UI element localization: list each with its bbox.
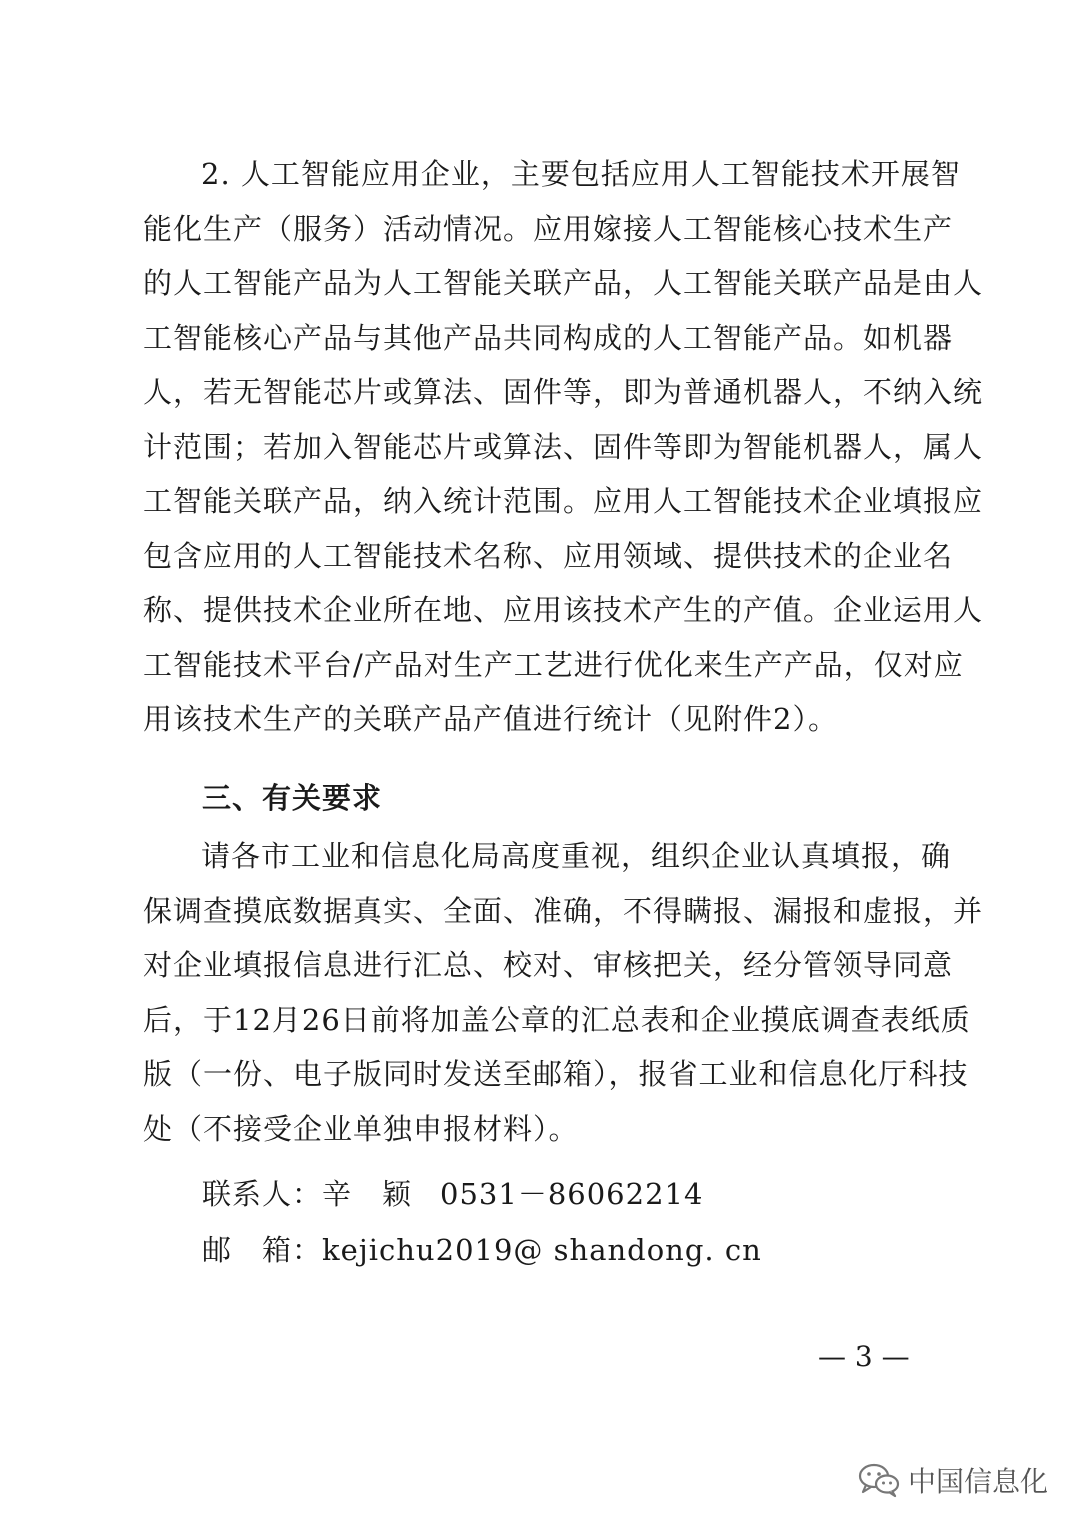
contact-person-name: 辛 颖 xyxy=(322,1177,413,1211)
paragraph-line: 工智能核心产品与其他产品共同构成的人工智能产品。如机器 xyxy=(143,320,954,355)
paragraph-line: 工智能关联产品，纳入统计范围。应用人工智能技术企业填报应 xyxy=(143,484,984,518)
paragraph-line: 用该技术生产的关联产品产值进行统计（见附件2）。 xyxy=(143,702,838,736)
contact-person xyxy=(202,1172,703,1213)
paragraph-line: 人，若无智能芯片或算法、固件等，即为普通机器人，不纳入统 xyxy=(143,375,984,409)
wechat-icon xyxy=(858,1462,900,1498)
paragraph-line: 版（一份、电子版同时发送至邮箱），报省工业和信息化厅科技 xyxy=(143,1057,969,1091)
paragraph-line: 后，于12月26日前将加盖公章的汇总表和企业摸底调查表纸质 xyxy=(143,1002,971,1037)
paragraph-line: 处（不接受企业单独申报材料）。 xyxy=(143,1111,579,1146)
contact-email xyxy=(202,1228,762,1269)
watermark xyxy=(858,1460,1048,1500)
paragraph-line: 计范围；若加入智能芯片或算法、固件等即为智能机器人，属人 xyxy=(143,429,984,464)
contact-phone: 0531－86062214 xyxy=(440,1177,704,1211)
contact-person-label: 联系人： xyxy=(202,1177,323,1211)
paragraph-line: 请各市工业和信息化局高度重视，组织企业认真填报，确 xyxy=(201,839,952,873)
watermark-text: 中国信息化 xyxy=(908,1465,1049,1498)
paragraph-line: 工智能技术平台/产品对生产工艺进行优化来生产产品，仅对应 xyxy=(143,647,964,682)
section-heading: 三、有关要求 xyxy=(202,781,383,815)
contact-email-label: 邮 箱： xyxy=(202,1233,323,1267)
page-number: — 3 — xyxy=(818,1340,910,1373)
paragraph-line: 包含应用的人工智能技术名称、应用领域、提供技术的企业名 xyxy=(143,538,954,573)
requirements-paragraph xyxy=(143,829,984,1156)
paragraph-line: 称、提供技术企业所在地、应用该技术产生的产值。企业运用人 xyxy=(143,593,984,627)
section2-paragraph xyxy=(143,147,984,747)
paragraph-line: 对企业填报信息进行汇总、校对、审核把关，经分管领导同意 xyxy=(143,948,954,982)
contact-email-address: kejichu2019@ shandong. cn xyxy=(322,1233,762,1267)
paragraph-line: 2. 人工智能应用企业，主要包括应用人工智能技术开展智 xyxy=(201,157,961,191)
paragraph-line: 能化生产（服务）活动情况。应用嫁接人工智能核心技术生产 xyxy=(143,211,954,246)
paragraph-line: 的人工智能产品为人工智能关联产品，人工智能关联产品是由人 xyxy=(143,266,984,300)
paragraph-line: 保调查摸底数据真实、全面、准确，不得瞒报、漏报和虚报，并 xyxy=(143,893,984,928)
